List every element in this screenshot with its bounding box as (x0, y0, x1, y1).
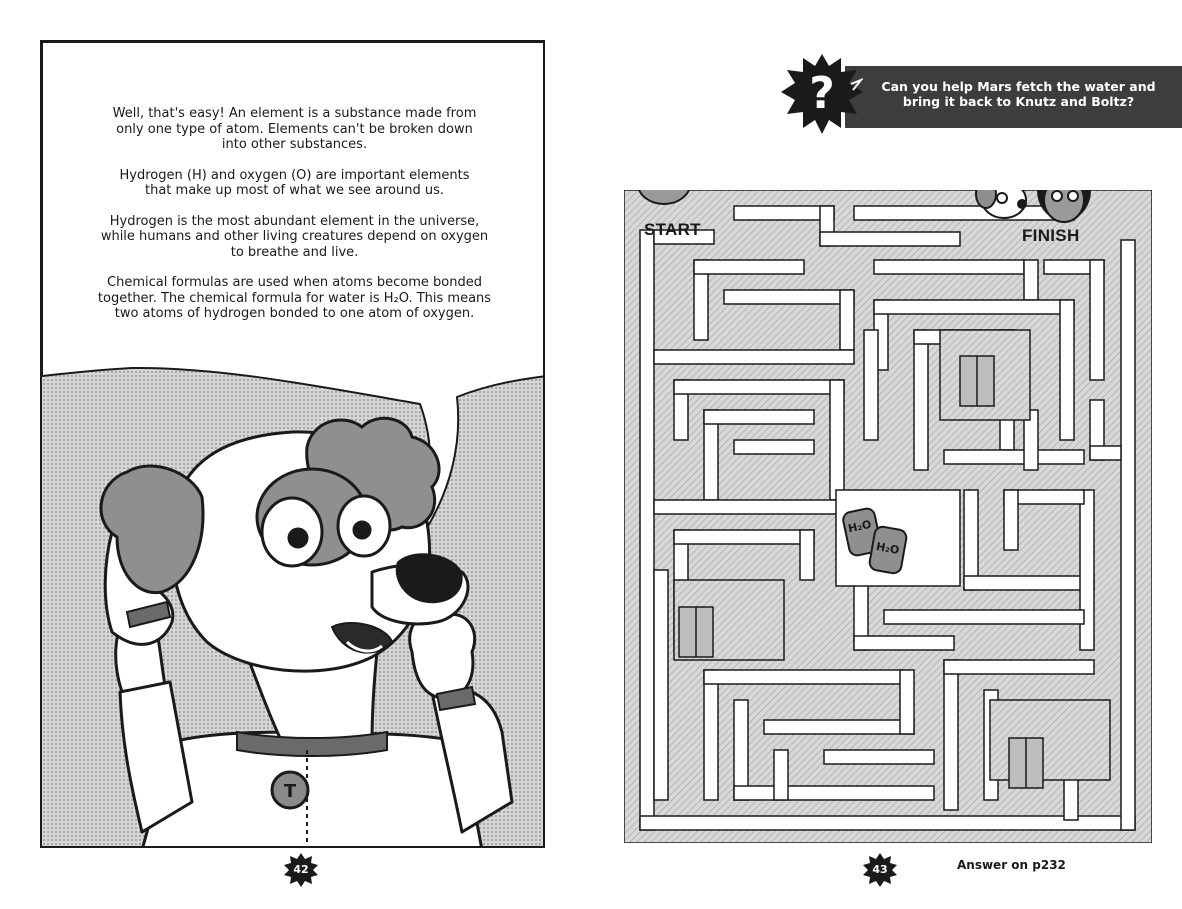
suit-badge-letter: T (283, 781, 297, 802)
maze-illustration (624, 190, 1152, 843)
start-label: START (644, 220, 701, 239)
answer-note: Answer on p232 (957, 858, 1066, 872)
question-mark-badge: ? (781, 54, 863, 134)
question-banner (845, 66, 1182, 128)
maze (624, 190, 1152, 843)
question-line-2: bring it back to Knutz and Boltz? (902, 94, 1135, 109)
speech-bubble-text (62, 106, 527, 337)
paragraph-chemical-formula: Chemical formulas are used when atoms become bonded together. The chemical formula for water is H₂O. This means two atoms of hydrogen bonded to one atom of oxygen. (97, 275, 492, 321)
paragraph-hydrogen-oxygen: Hydrogen (H) and oxygen (O) are important elements that make up most of what we see around us. (119, 167, 470, 198)
water-bottle-label-2: H₂O (875, 540, 901, 557)
finish-label: FINISH (1022, 226, 1080, 245)
comic-panel (40, 40, 545, 848)
right-page (591, 0, 1182, 909)
page-number-43: 43 (863, 853, 897, 887)
right-fist (410, 614, 475, 698)
left-sleeve (120, 682, 192, 832)
page-number-42: 42 (284, 853, 318, 887)
question-line-1: Can you help Mars fetch the water and (881, 79, 1156, 94)
water-bottle-label-1: H₂O (846, 517, 873, 536)
paragraph-abundance: Hydrogen is the most abundant element in the universe, while humans and other living creatures depend on oxygen to breathe and live. (100, 213, 489, 260)
paragraph-element-definition: Well, that's easy! An element is a substance made from only one type of atom. Elements can't be broken down into other substances. (112, 106, 477, 152)
